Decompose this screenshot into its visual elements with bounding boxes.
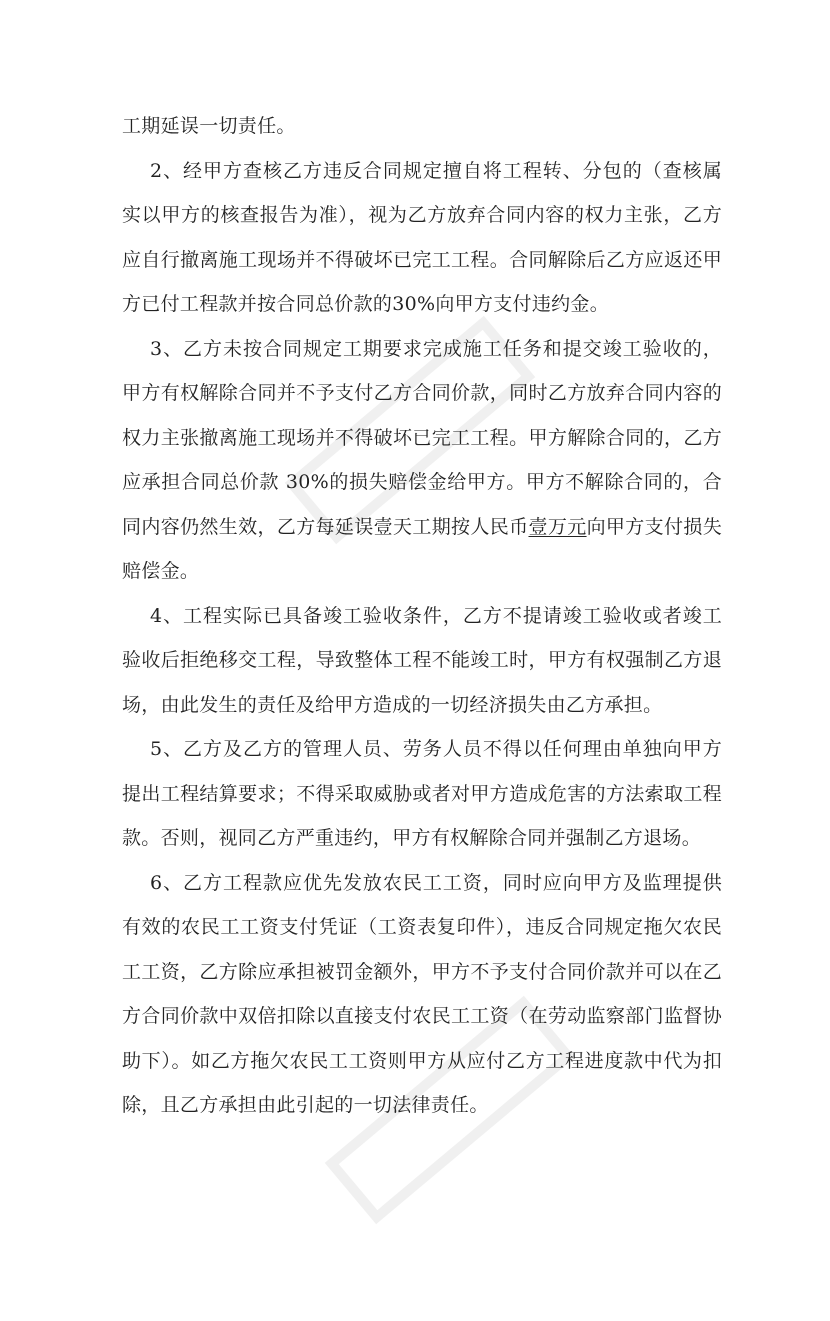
clause-2: 2、经甲方查核乙方违反合同规定擅自将工程转、分包的（查核属实以甲方的核查报告为准），视为乙方放弃合同内容的权力主张，乙方应自行撤离施工现场并不得破坏已完工工程。合同解除后乙方应返还甲方已付工程款并按合同总价款的30%向甲方支付违约金。 [122, 159, 722, 315]
clause-6: 6、乙方工程款应优先发放农民工工资，同时应向甲方及监理提供有效的农民工工资支付凭证（工资表复印件），违反合同规定拖欠农民工工资，乙方除应承担被罚金额外，甲方不予支付合同价款并可以在乙方合同价款中双倍扣除以直接支付农民工工资（在劳动监察部门监督协助下）。如乙方拖欠农民工工资则甲方从应付乙方工程进度款中代为扣除，且乙方承担由此引起的一切法律责任。 [122, 871, 722, 1116]
clause-3-text-after: 向甲方支付损失赔偿金。 [122, 515, 722, 582]
clause-3 [122, 327, 722, 594]
clause-3-amount: 壹万元 [528, 515, 587, 538]
clause-3-text-before: 3、乙方未按合同规定工期要求完成施工任务和提交竣工验收的，甲方有权解除合同并不予支付乙方合同价款，同时乙方放弃合同内容的权力主张撤离施工现场并不得破坏已完工工程。甲方解除合同的，乙方应承担合同总价款 30%的损失赔偿金给甲方。甲方不解除合同的，合同内容仍然生效，乙方每延误壹天工期按人民币 [122, 337, 722, 538]
continuation-line: 工期延误一切责任。 [122, 115, 296, 137]
clause-4: 4、工程实际已具备竣工验收条件，乙方不提请竣工验收或者竣工验收后拒绝移交工程，导致整体工程不能竣工时，甲方有权强制乙方退场，由此发生的责任及给甲方造成的一切经济损失由乙方承担。 [122, 604, 722, 716]
clause-5: 5、乙方及乙方的管理人员、劳务人员不得以任何理由单独向甲方提出工程结算要求；不得采取威胁或者对甲方造成危害的方法索取工程款。否则，视同乙方严重违约，甲方有权解除合同并强制乙方退场。 [122, 738, 722, 849]
document-body [122, 104, 722, 1128]
